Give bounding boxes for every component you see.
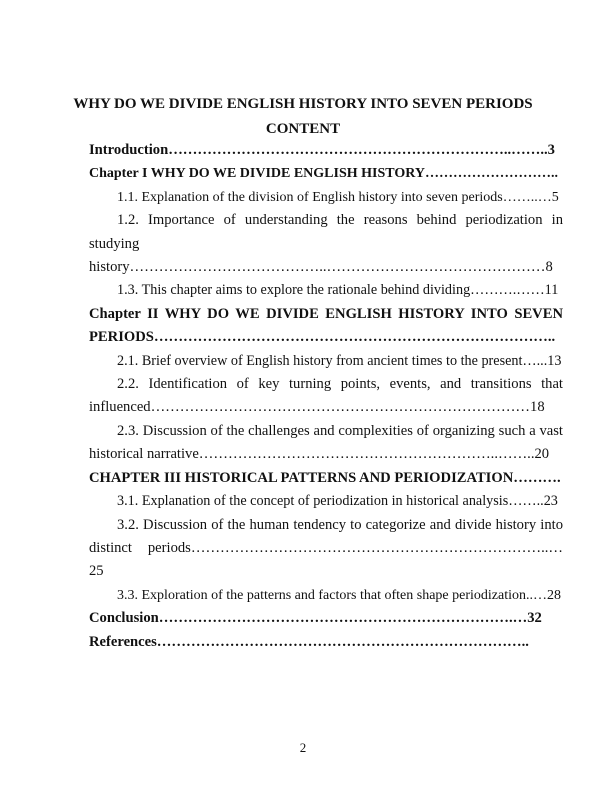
toc-entry-2-2: 2.2. Identification of key turning points, events, and transitions that influenced……………………………………………………………………18 <box>89 376 563 416</box>
toc-entry-3-1: 3.1. Explanation of the concept of periodization in historical analysis……..23 <box>117 493 558 510</box>
toc-entry-1-1: 1.1. Explanation of the division of English history into seven periods……..…5 <box>117 189 559 205</box>
toc-entry-2-3: 2.3. Discussion of the challenges and complexities of organizing such a vast historical narrative……………………………………………………..……..20 <box>89 422 563 463</box>
toc-entry-1-2: 1.2. Importance of understanding the reasons behind periodization in studying history…………………………………..………………………………………8 <box>89 212 563 276</box>
toc-entry-conclusion: Conclusion……………………………………………………………….…32 <box>89 610 542 627</box>
toc-entry-1-3: 1.3. This chapter aims to explore the rationale behind dividing……….……11 <box>117 282 559 299</box>
toc-entry-chapter-3: CHAPTER III HISTORICAL PATTERNS AND PERIODIZATION………. <box>89 469 561 486</box>
document-title: WHY DO WE DIVIDE ENGLISH HISTORY INTO SEVEN PERIODS <box>73 96 533 112</box>
toc-entry-3-2: 3.2. Discussion of the human tendency to categorize and divide history into distinct periods………………………………………………………………..…25 <box>89 516 563 580</box>
toc-entry-chapter-2: Chapter II WHY DO WE DIVIDE ENGLISH HISTORY INTO SEVEN PERIODS……………………………………………………………………….. <box>89 305 563 346</box>
toc-entry-chapter-1: Chapter I WHY DO WE DIVIDE ENGLISH HISTORY……………………….. <box>89 166 558 182</box>
table-of-contents <box>89 139 563 654</box>
toc-entry-2-1: 2.1. Brief overview of English history from ancient times to the present…...13 <box>117 352 562 369</box>
toc-entry-references: References………………………………………………………………….. <box>89 633 529 650</box>
content-heading: CONTENT <box>265 121 341 137</box>
toc-entry-3-3: 3.3. Exploration of the patterns and factors that often shape periodization..…28 <box>117 587 561 603</box>
toc-entry-introduction: Introduction……………………………………………………………..……..3 <box>89 142 555 158</box>
page-number: 2 <box>299 740 307 755</box>
